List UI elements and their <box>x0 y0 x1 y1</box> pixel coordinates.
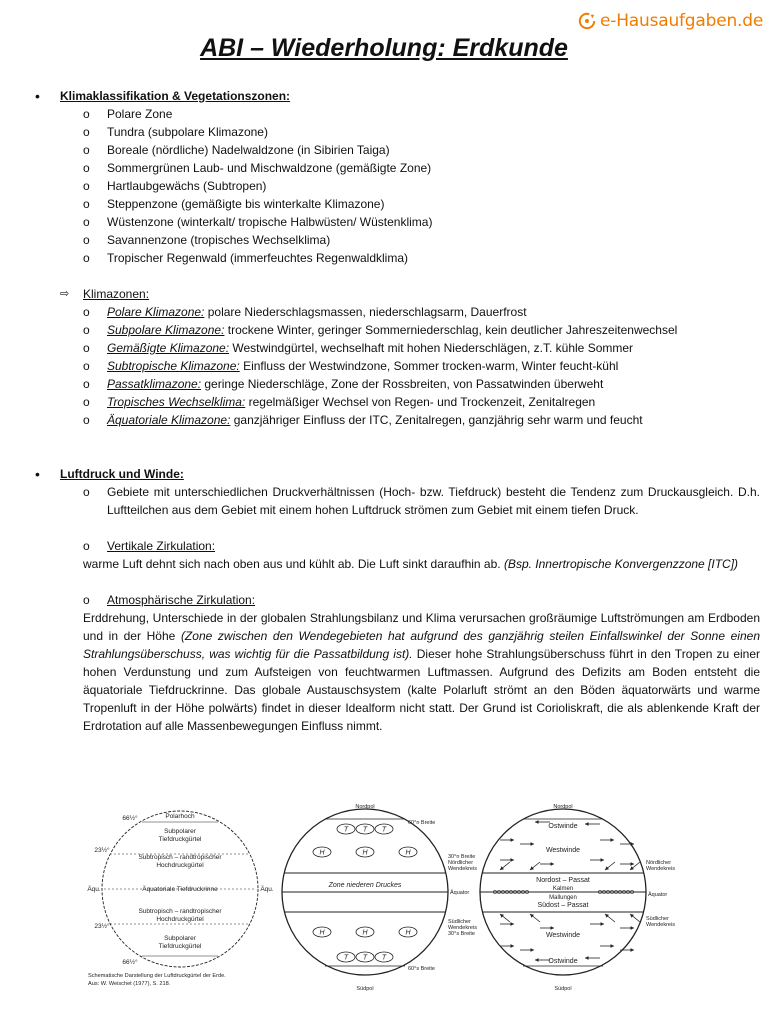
d1-aqu-left: Äqu. <box>87 886 101 893</box>
klimazonen-label: Klimazonen: <box>83 287 150 301</box>
arrow-head-icon <box>510 922 514 926</box>
d2-b30s-1: Südlicher <box>448 919 471 925</box>
atmo-paragraph: Erddrehung, Unterschiede in der globalen Strahlungsbilanz und Klima verursachen großräumige Luftströmungen am Erdboden und in der Höhe (Zone zwischen den Wendegebieten hat aufgrund des ganzjährig steilen Einfallswinkel der Sonne einen Strahlungsüberschuss, was wichtig für die Passatbildung ist). Dieser hohe Strahlungsüberschuss führt in den Tropen zu einer hohen Verdunstung und zum Aufsteigen von feuchtwarmen Luftmassen. Aufgrund des Defizits am Boden entsteht die äquatoriale Tiefdruckrinne. Das globale Austauschsystem (kalte Polarluft strömt an den Böden äquatorwärts und warme Tropenluft in der Höhe polwärts) findet in dieser Idealform nicht statt. Der Grund ist Corioliskraft, die als ablenkende Kraft der Erdrotation auf alle Massenbewegungen Einfluss nimmt. <box>83 611 761 733</box>
arrow-head-icon <box>585 956 589 960</box>
pressure-marker <box>356 927 374 937</box>
klimazone-term: Subpolare Klimazone: <box>107 323 225 337</box>
refresh-circle-icon <box>578 12 596 30</box>
d3-wk-n-2: Wendekreis <box>646 866 675 872</box>
section-heading: Klimaklassifikation & Vegetationszonen: <box>60 89 291 103</box>
d3-wk-s-2: Wendekreis <box>646 922 675 928</box>
vegetation-item: o Tundra (subpolare Klimazone) <box>83 125 268 139</box>
circle-bullet-icon: o <box>83 125 90 139</box>
vertikal-paragraph: warme Luft dehnt sich nach oben aus und kühlt ab. Die Luft sinkt daraufhin ab. (Bsp. Innertropische Konvergenzzone [ITC]) <box>83 557 739 571</box>
d2-b30s-3: 30°s Breite <box>448 931 475 937</box>
pressure-marker <box>356 952 374 962</box>
vegetation-item: o Wüstenzone (winterkalt/ tropische Halbwüsten/ Wüstenklima) <box>83 215 433 229</box>
klimazone-item: o Passatklimazone: geringe Niederschläge, Zone der Rossbreiten, von Passatwinden überweht <box>83 377 604 391</box>
d1-subpolar-n-1: Subpolarer <box>164 828 196 835</box>
d1-lat-n2: 23½° <box>94 847 110 854</box>
klimazone-item: o Gemäßigte Klimazone: Westwindgürtel, wechselhaft mit hohen Niederschlägen, z.T. kühle Sommer <box>83 341 634 355</box>
section-klimaklassifikation <box>0 87 768 429</box>
d2-b30s-2: Wendekreis <box>448 925 477 931</box>
d3-kalmen-1: Kalmen <box>552 886 574 892</box>
diagram-druckzonen <box>282 804 477 992</box>
d3-wk-s-1: Südlicher <box>646 916 669 922</box>
zirkulation-diagrams <box>80 800 680 996</box>
circle-bullet-icon: o <box>83 395 90 409</box>
arrow-head-icon <box>600 922 604 926</box>
klimazone-term: Gemäßigte Klimazone: <box>107 341 230 355</box>
svg-text:H: H <box>319 849 325 857</box>
vegetation-item: o Steppenzone (gemäßigte bis winterkalte Klimazone) <box>83 197 385 211</box>
circle-bullet-icon: o <box>83 539 90 553</box>
d2-b30n-2: Nördlicher <box>448 860 474 866</box>
pressure-marker <box>399 927 417 937</box>
d1-rinne: Äquatoriale Tiefdruckrinne <box>142 886 218 893</box>
arrow-head-icon <box>550 862 554 866</box>
svg-text:T: T <box>343 954 349 962</box>
svg-text:T: T <box>381 954 387 962</box>
klimazone-term: Polare Klimazone: <box>107 305 205 319</box>
arrow-head-icon <box>600 858 604 862</box>
d1-lat-s: 23½° <box>94 923 110 930</box>
d2-nordpol: Nordpol <box>355 804 375 810</box>
arrow-head-icon <box>535 820 539 824</box>
d3-passat-s: Südost – Passat <box>537 902 589 909</box>
svg-text:H: H <box>405 929 411 937</box>
d1-aqu-right: Äqu. <box>260 886 274 893</box>
d1-subtrop-n-2: Hochdruckgürtel <box>156 862 204 869</box>
arrow-head-icon <box>550 926 554 930</box>
arrow-head-icon <box>510 838 514 842</box>
svg-text:T: T <box>381 826 387 834</box>
luftdruck-paragraph: o Gebiete mit unterschiedlichen Druckverhältnissen (Hoch- bzw. Tiefdruck) besteht die Tendenz zum Druckausgleich. D.h. Luftteilchen aus dem Gebiet mit einem hohen Luftdruck strömen zum Gebiet mit einem tiefen Druck. <box>83 485 760 517</box>
page-title: ABI – Wiederholung: Erdkunde <box>200 34 568 62</box>
klimazonen-list <box>0 303 768 429</box>
klimazone-term: Tropisches Wechselklima: <box>107 395 246 409</box>
circle-bullet-icon: o <box>83 143 90 157</box>
d3-westwinde-s: Westwinde <box>545 932 581 939</box>
klimazone-item: o Äquatoriale Klimazone: ganzjähriger Einfluss der ITC, Zenitalregen, ganzjährig sehr warm und feucht <box>83 413 643 427</box>
d1-polarhoch: Polarhoch <box>165 813 195 820</box>
circle-bullet-icon: o <box>83 413 90 427</box>
arrow-head-icon <box>510 944 514 948</box>
d3-kalmen-2: Mallungen <box>549 895 577 901</box>
circle-bullet-icon: o <box>83 323 90 337</box>
svg-text:H: H <box>405 849 411 857</box>
circle-bullet-icon: o <box>83 197 90 211</box>
svg-text:H: H <box>319 929 325 937</box>
vertikal-label: Vertikale Zirkulation: <box>107 539 216 553</box>
svg-text:T: T <box>362 826 368 834</box>
d1-caption-2: Aus: W. Weischet (1977), S. 218. <box>88 981 171 987</box>
section-luftdruck <box>0 465 768 735</box>
d1-lat-n: 66½° <box>122 815 138 822</box>
d3-wk-n-1: Nördlicher <box>646 860 672 866</box>
vegetation-item: o Tropischer Regenwald (immerfeuchtes Regenwaldklima) <box>83 251 409 265</box>
klimazone-item: o Subpolare Klimazone: trockene Winter, geringer Sommerniederschlag, kein deutlicher Jahreszeitenwechsel <box>83 323 678 337</box>
svg-text:T: T <box>362 954 368 962</box>
arrow-head-icon <box>630 948 634 952</box>
vegetation-item: o Savannenzone (tropisches Wechselklima) <box>83 233 331 247</box>
d3-ostwinde-n: Ostwinde <box>548 823 578 830</box>
circle-bullet-icon: o <box>83 179 90 193</box>
circle-bullet-icon: o <box>83 305 90 319</box>
arrow-head-icon <box>530 842 534 846</box>
d1-subtrop-s-1: Subtropisch – randtropischer <box>138 908 222 915</box>
diagrams-row <box>80 800 680 996</box>
d1-subpolar-s-1: Subpolarer <box>164 935 196 942</box>
klimazone-item: o Polare Klimazone: polare Niederschlagsmassen, niederschlagsarm, Dauerfrost <box>83 305 527 319</box>
d1-subpolar-s-2: Tiefdruckgürtel <box>158 943 202 950</box>
d2-b60s: 60°s Breite <box>408 966 435 972</box>
logo-text: e-Hausaufgaben.de <box>600 11 764 31</box>
circle-bullet-icon: o <box>83 233 90 247</box>
d2-b60n: 60°n Breite <box>408 820 436 826</box>
circle-bullet-icon: o <box>83 593 90 607</box>
klimazone-term: Subtropische Klimazone: <box>107 359 240 373</box>
d2-aequator: Äquator <box>450 890 470 896</box>
pressure-marker <box>313 927 331 937</box>
d2-zone: Zone niederen Druckes <box>328 882 402 889</box>
d3-nordpol: Nordpol <box>553 804 573 810</box>
circle-bullet-icon: o <box>83 161 90 175</box>
pressure-marker <box>313 847 331 857</box>
circle-bullet-icon: o <box>83 341 90 355</box>
bullet-icon: • <box>35 466 40 482</box>
circle-bullet-icon: o <box>83 485 90 499</box>
circle-bullet-icon: o <box>83 359 90 373</box>
d3-passat-n: Nordost – Passat <box>536 877 590 884</box>
arrow-head-icon <box>535 958 539 962</box>
arrow-head-icon <box>630 862 634 866</box>
d2-b30n-3: Wendekreis <box>448 866 477 872</box>
svg-text:H: H <box>362 849 368 857</box>
svg-text:T: T <box>343 826 349 834</box>
vegetation-item: o Hartlaubgewächs (Subtropen) <box>83 179 267 193</box>
d3-aequator: Äquator <box>648 892 668 898</box>
d2-suedpol: Südpol <box>356 986 374 992</box>
d3-ostwinde-s: Ostwinde <box>548 958 578 965</box>
vegetation-item: o Sommergrünen Laub- und Mischwaldzone (gemäßigte Zone) <box>83 161 432 175</box>
d1-lat-s2: 66½° <box>122 959 138 966</box>
bullet-icon: • <box>35 88 40 104</box>
section-heading: Luftdruck und Winde: <box>60 467 184 481</box>
klimazone-term: Äquatoriale Klimazone: <box>107 413 231 427</box>
klimazone-item: o Tropisches Wechselklima: regelmäßiger Wechsel von Regen- und Trockenzeit, Zenitalregen <box>83 395 596 409</box>
d1-subtrop-n-1: Subtropisch – randtropischer <box>138 854 222 861</box>
arrow-head-icon <box>610 838 614 842</box>
pressure-marker <box>337 952 355 962</box>
diagram-luftdruckguertel <box>87 811 274 987</box>
circle-bullet-icon: o <box>83 377 90 391</box>
arrow-head-icon <box>630 926 634 930</box>
pressure-marker <box>399 847 417 857</box>
arrow-head-icon <box>610 944 614 948</box>
d3-suedpol: Südpol <box>554 986 572 992</box>
pressure-marker <box>356 824 374 834</box>
klimazone-item: o Subtropische Klimazone: Einfluss der Westwindzone, Sommer trocken-warm, Winter feucht-kühl <box>83 359 619 373</box>
vegetation-list <box>0 105 768 267</box>
d2-pressure-markers <box>313 824 417 962</box>
d1-subtrop-s-2: Hochdruckgürtel <box>156 916 204 923</box>
pressure-marker <box>375 952 393 962</box>
svg-text:H: H <box>362 929 368 937</box>
arrow-head-icon <box>585 822 589 826</box>
vegetation-item: o Boreale (nördliche) Nadelwaldzone (in Sibirien Taiga) <box>83 143 390 157</box>
arrow-head-icon <box>510 858 514 862</box>
pressure-marker <box>337 824 355 834</box>
diagram-windsysteme <box>480 804 675 992</box>
pressure-marker <box>356 847 374 857</box>
circle-bullet-icon: o <box>83 215 90 229</box>
circle-bullet-icon: o <box>83 251 90 265</box>
arrow-right-icon: ⇨ <box>60 288 70 300</box>
site-logo[interactable] <box>578 8 763 34</box>
d1-subpolar-n-2: Tiefdruckgürtel <box>158 836 202 843</box>
circle-bullet-icon: o <box>83 107 90 121</box>
klimazone-term: Passatklimazone: <box>107 377 202 391</box>
arrow-head-icon <box>530 948 534 952</box>
d3-westwinde-n: Westwinde <box>545 847 581 854</box>
vegetation-item: o Polare Zone <box>83 107 173 121</box>
d1-caption-1: Schematische Darstellung der Luftdruckgürtel der Erde. <box>88 973 226 979</box>
atmo-label: Atmosphärische Zirkulation: <box>107 593 256 607</box>
pressure-marker <box>375 824 393 834</box>
d2-b30n-1: 30°n Breite <box>448 854 476 860</box>
